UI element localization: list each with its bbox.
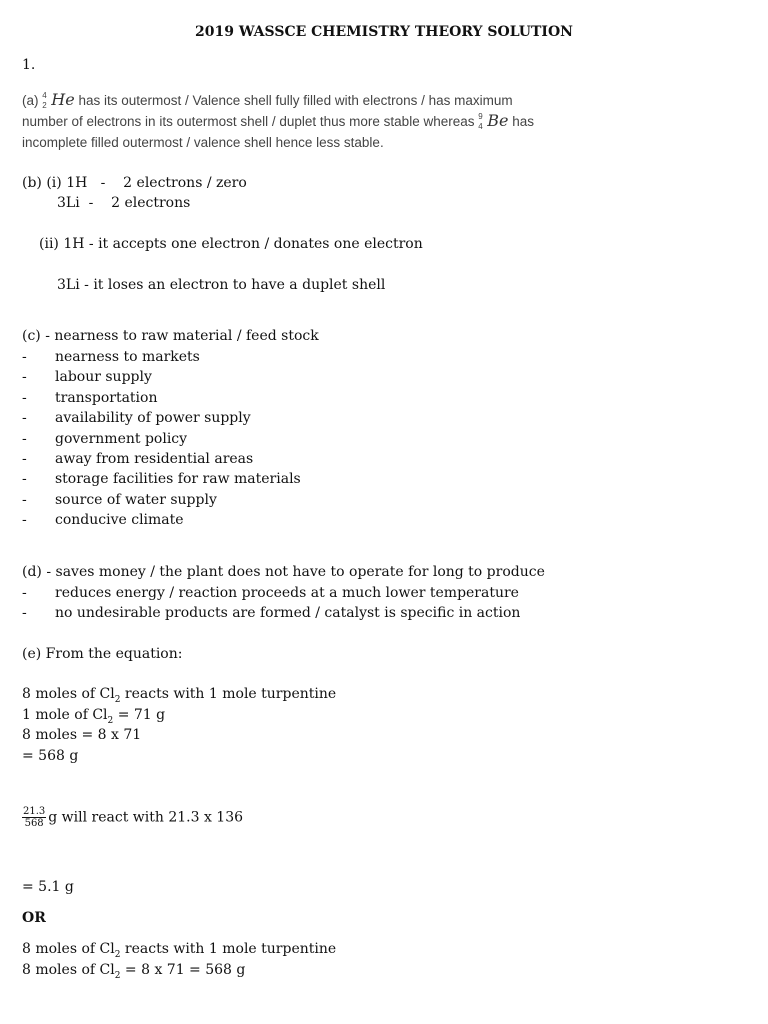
answer-c-list-item: storage facilities for raw materials bbox=[55, 471, 301, 488]
answer-b-line-3: (ii) 1H - it accepts one electron / donates one electron bbox=[39, 236, 423, 252]
fraction bbox=[22, 806, 46, 829]
answer-d-list-item: no undesirable products are formed / catalyst is specific in action bbox=[55, 605, 521, 621]
answer-a-line-1 bbox=[22, 91, 513, 111]
he-mass-number: 4 bbox=[42, 91, 47, 101]
answer-c-list-dash: - bbox=[22, 369, 27, 386]
e-l8-subscript: 2 bbox=[114, 970, 121, 981]
answer-d-list-item: reduces energy / reaction proceeds at a much lower temperature bbox=[55, 584, 519, 601]
beryllium-symbol: Be bbox=[487, 111, 509, 130]
answer-c-list-dash: - bbox=[22, 349, 27, 365]
e-l2-rest: = 71 g bbox=[113, 707, 166, 723]
answer-d-heading: (d) - saves money / the plant does not have to operate for long to produce bbox=[22, 564, 545, 580]
be-mass-number: 9 bbox=[478, 112, 483, 122]
answer-e-fraction-line bbox=[22, 806, 243, 829]
answer-c-list-item: labour supply bbox=[55, 369, 152, 386]
answer-c-list-dash: - bbox=[22, 451, 27, 467]
answer-c-list-dash: - bbox=[22, 512, 27, 529]
answer-c-list-item: conducive climate bbox=[55, 512, 184, 529]
e-l7-text: 8 moles of Cl bbox=[22, 941, 115, 957]
fraction-denominator: 568 bbox=[24, 818, 44, 829]
answer-e-line-8 bbox=[22, 961, 245, 985]
answer-c-list-dash: - bbox=[22, 389, 27, 406]
question-number: 1. bbox=[22, 57, 36, 73]
answer-d-list-dash: - bbox=[22, 584, 27, 601]
answer-c-list-item: nearness to markets bbox=[55, 349, 200, 365]
answer-c-list-item: away from residential areas bbox=[55, 451, 254, 467]
answer-c-list-item: government policy bbox=[55, 430, 188, 447]
e-l1-subscript: 2 bbox=[114, 694, 121, 705]
answer-a-label: (a) bbox=[22, 93, 39, 108]
helium-symbol: He bbox=[51, 90, 75, 109]
answer-b-line-4: 3Li - it loses an electron to have a duplet shell bbox=[57, 277, 386, 293]
e-l2-text: 1 mole of Cl bbox=[22, 707, 108, 723]
e-l8-rest: = 8 x 71 = 568 g bbox=[120, 962, 246, 978]
be-atomic-number: 4 bbox=[478, 122, 483, 132]
or-label: OR bbox=[22, 910, 46, 926]
answer-c-list-item: transportation bbox=[55, 389, 158, 406]
page-title: 2019 WASSCE CHEMISTRY THEORY SOLUTION bbox=[195, 24, 573, 40]
e-l1-rest: reacts with 1 mole turpentine bbox=[120, 686, 337, 702]
answer-b-line-2: 3Li - 2 electrons bbox=[57, 195, 191, 211]
answer-c-list-dash: - bbox=[22, 491, 27, 508]
e-l7-rest: reacts with 1 mole turpentine bbox=[120, 941, 337, 957]
answer-c-heading: (c) - nearness to raw material / feed stock bbox=[22, 328, 319, 344]
answer-a-text-1: has its outermost / Valence shell fully filled with electrons / has maximum bbox=[78, 93, 513, 108]
e-l2-subscript: 2 bbox=[107, 715, 114, 726]
answer-b-line-1: (b) (i) 1H - 2 electrons / zero bbox=[22, 175, 247, 191]
answer-d-list-dash: - bbox=[22, 605, 27, 621]
answer-a-line-2 bbox=[22, 112, 534, 132]
fraction-numerator: 21.3 bbox=[23, 806, 46, 817]
helium-isotope-notation bbox=[42, 91, 50, 111]
answer-c-list-item: availability of power supply bbox=[55, 410, 251, 427]
answer-e-line-3: 8 moles = 8 x 71 bbox=[22, 727, 142, 743]
e-l7-subscript: 2 bbox=[114, 949, 121, 960]
answer-c-list-dash: - bbox=[22, 471, 27, 488]
beryllium-isotope-notation bbox=[478, 112, 486, 132]
e-l1-text: 8 moles of Cl bbox=[22, 686, 115, 702]
e-l5-text: g will react with 21.3 x 136 bbox=[48, 809, 244, 826]
answer-c-list-item: source of water supply bbox=[55, 491, 217, 508]
answer-a-text-2b: has bbox=[512, 114, 535, 129]
he-atomic-number: 2 bbox=[42, 101, 47, 111]
answer-e-heading: (e) From the equation: bbox=[22, 646, 183, 662]
answer-a-text-3: incomplete filled outermost / valence shell hence less stable. bbox=[22, 135, 384, 150]
answer-a-text-2: number of electrons in its outermost shell / duplet thus more stable whereas bbox=[22, 114, 475, 129]
answer-c-list-dash: - bbox=[22, 430, 27, 447]
answer-c-list-dash: - bbox=[22, 410, 27, 427]
answer-e-line-4: = 568 g bbox=[22, 748, 79, 764]
e-l8-text: 8 moles of Cl bbox=[22, 962, 115, 978]
answer-e-line-6: = 5.1 g bbox=[22, 879, 74, 895]
